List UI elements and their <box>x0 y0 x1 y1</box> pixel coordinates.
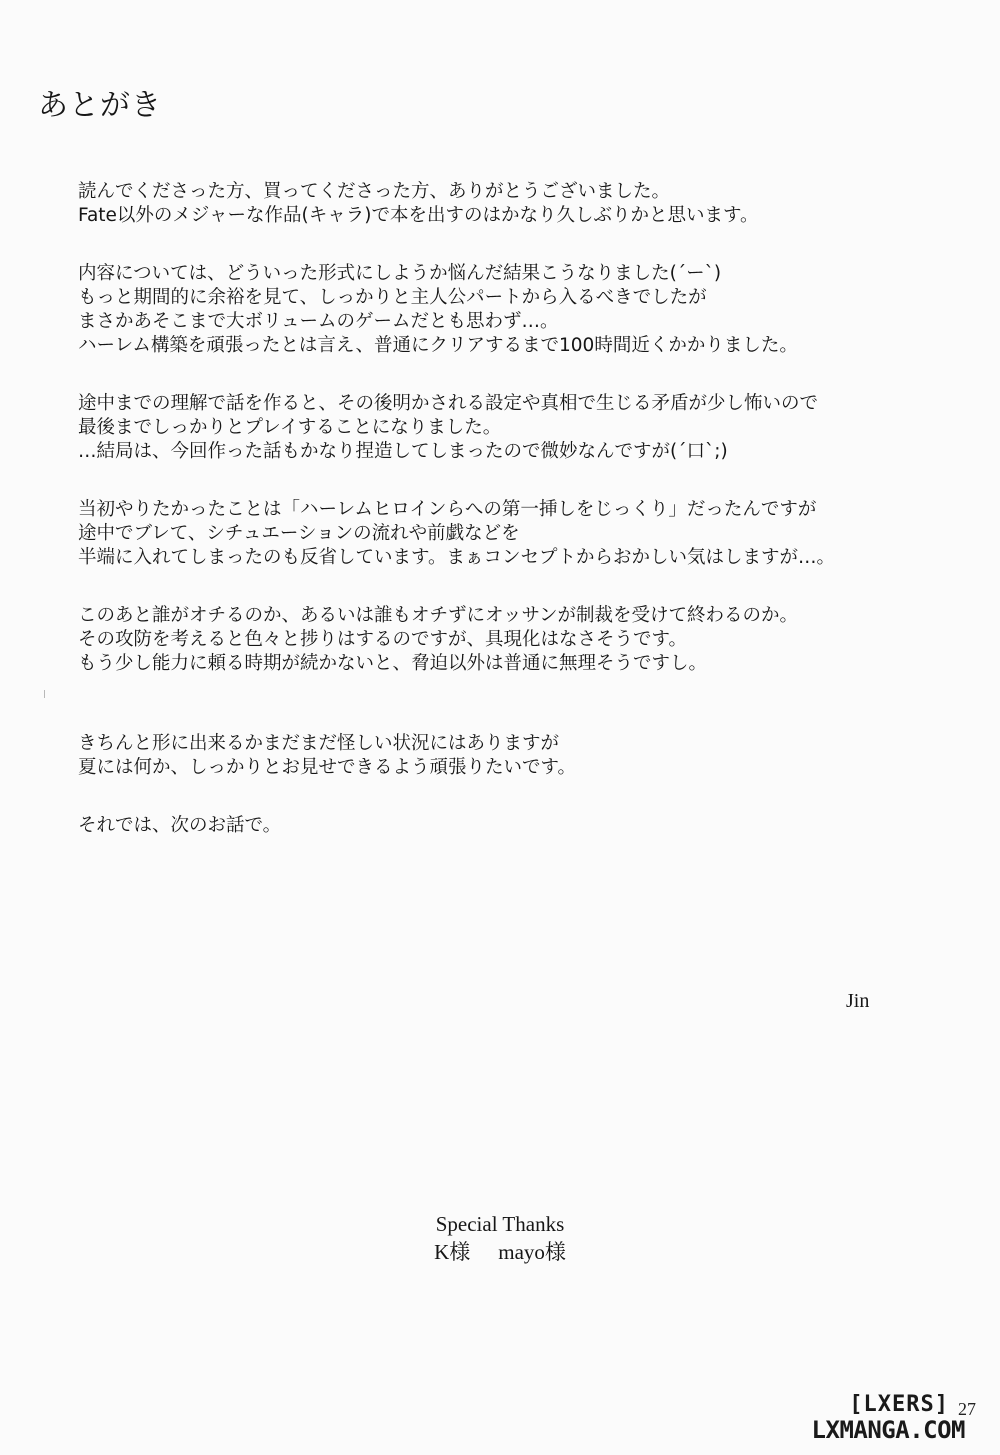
text-line: まさかあそこまで大ボリュームのゲームだとも思わず…。 <box>78 311 559 332</box>
paragraph-3 <box>78 392 958 464</box>
watermark-logo <box>812 1393 965 1443</box>
text-line: 途中でブレて、シチュエーションの流れや前戯などを <box>78 523 520 544</box>
thanks-name: mayo様 <box>498 1240 566 1264</box>
afterword-body <box>78 180 958 838</box>
author-signature: Jin <box>846 990 870 1012</box>
text-line: きちんと形に出来るかまだまだ怪しい状況にはありますが <box>78 733 560 754</box>
special-thanks-heading: Special Thanks <box>435 1212 565 1236</box>
page-title: あとがき <box>38 88 162 123</box>
text-line: もっと期間的に余裕を見て、しっかりと主人公パートから入るべきでしたが <box>78 287 707 308</box>
text-line: ハーレム構築を頑張ったとは言え、普通にクリアするまで100時間近くかかりました。 <box>78 335 798 356</box>
paragraph-1 <box>78 180 958 228</box>
text-line: 夏には何か、しっかりとお見せできるよう頑張りたいです。 <box>78 757 577 778</box>
paragraph-6 <box>78 732 958 780</box>
paragraph-7 <box>78 814 958 838</box>
page-number: 27 <box>958 1399 976 1419</box>
text-line: その攻防を考えると色々と捗りはするのですが、具現化はなさそうです。 <box>78 629 688 650</box>
text-line: …結局は、今回作った話もかなり捏造してしまったので微妙なんですが(´口`;) <box>78 441 728 462</box>
paragraph-5 <box>78 604 958 676</box>
text-line: このあと誰がオチるのか、あるいは誰もオチずにオッサンが制裁を受けて終わるのか。 <box>78 605 799 626</box>
text-line: それでは、次のお話で。 <box>78 815 282 836</box>
text-line: 読んでくださった方、買ってくださった方、ありがとうございました。 <box>78 181 671 202</box>
special-thanks-names <box>400 1238 600 1266</box>
text-line: 当初やりたかったことは「ハーレムヒロインらへの第一挿しをじっくり」だったんですが <box>78 499 817 520</box>
thanks-name: K様 <box>434 1240 471 1264</box>
paragraph-2 <box>78 262 958 358</box>
scan-speck <box>44 690 45 698</box>
text-line: もう少し能力に頼る時期が続かないと、脅迫以外は普通に無理そうですし。 <box>78 653 708 674</box>
special-thanks <box>400 1210 600 1266</box>
watermark-logo-bottom: LXMANGA.COM <box>811 1416 965 1444</box>
text-line: 半端に入れてしまったのも反省しています。まぁコンセプトからおかしい気はしますが…。 <box>78 547 836 568</box>
text-line: 最後までしっかりとプレイすることになりました。 <box>78 417 502 438</box>
paragraph-4 <box>78 498 958 570</box>
text-line: 内容については、どういった形式にしようか悩んだ結果こうなりました(´ー`) <box>78 263 722 284</box>
text-line: Fate以外のメジャーな作品(キャラ)で本を出すのはかなり久しぶりかと思います。 <box>78 205 759 226</box>
text-line: 途中までの理解で話を作ると、その後明かされる設定や真相で生じる矛盾が少し怖いので <box>78 393 819 414</box>
watermark-logo-top: [LXERS] <box>849 1392 949 1417</box>
